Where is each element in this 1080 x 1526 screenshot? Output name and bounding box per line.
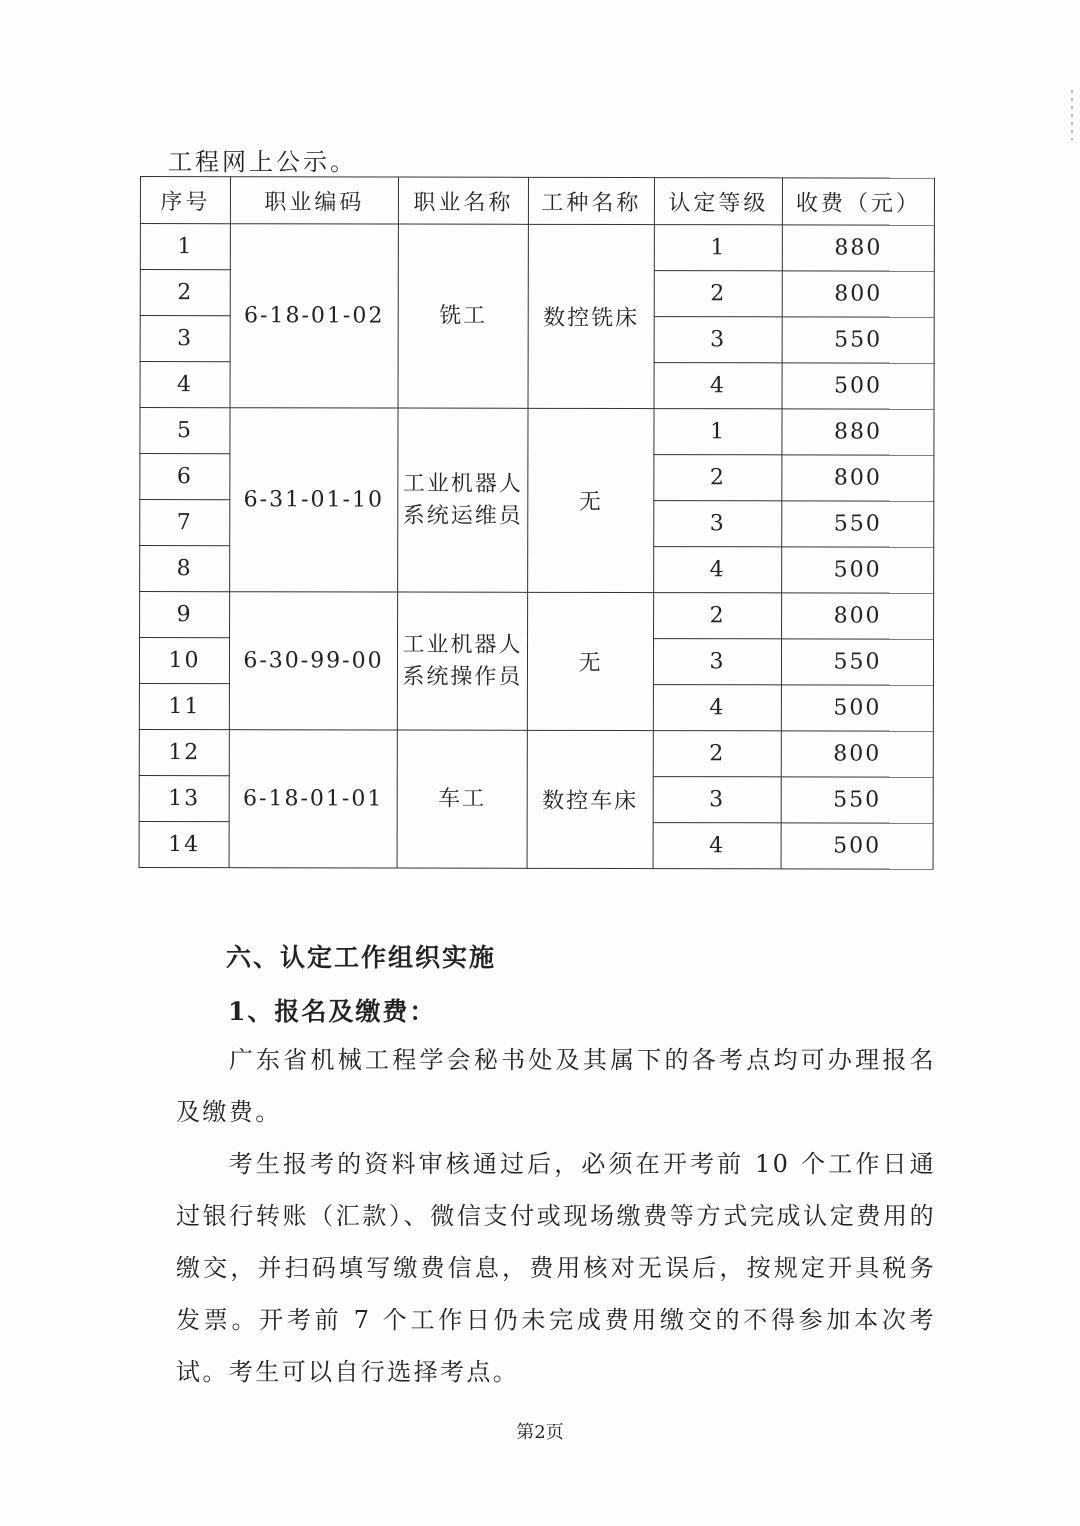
cell-fee: 800 bbox=[781, 731, 933, 777]
cell-level: 4 bbox=[654, 363, 782, 409]
cell-fee: 550 bbox=[782, 501, 934, 547]
page-number: 第2页 bbox=[516, 1422, 564, 1443]
table-row bbox=[139, 729, 933, 777]
paragraph-payment bbox=[176, 1138, 936, 1398]
cell-code: 6-18-01-01 bbox=[229, 730, 397, 868]
cell-work-type: 无 bbox=[527, 592, 653, 730]
header-cell-code: 职业编码 bbox=[230, 177, 398, 224]
cell-no: 9 bbox=[140, 592, 230, 638]
cell-no: 8 bbox=[140, 546, 230, 592]
table-row bbox=[140, 592, 934, 640]
cell-work-type: 无 bbox=[528, 408, 654, 592]
cell-no: 6 bbox=[140, 454, 230, 500]
cell-no: 4 bbox=[140, 362, 230, 408]
cell-fee: 550 bbox=[781, 777, 933, 823]
cell-no: 3 bbox=[140, 316, 230, 362]
cell-no: 2 bbox=[140, 270, 230, 316]
cell-no: 10 bbox=[139, 638, 229, 684]
cell-level: 4 bbox=[653, 823, 781, 869]
fee-table-header bbox=[140, 177, 934, 226]
cell-no: 13 bbox=[139, 775, 229, 821]
table-row bbox=[140, 224, 934, 272]
cell-fee: 500 bbox=[782, 547, 934, 593]
section-heading: 六、认定工作组织实施 bbox=[226, 943, 497, 972]
cell-fee: 880 bbox=[782, 409, 934, 455]
cell-no: 1 bbox=[140, 224, 230, 270]
paragraph-text: 广东省机械工程学会秘书处及其属下的各考点均可办理报名及缴费。 bbox=[176, 1046, 936, 1126]
cell-no: 11 bbox=[139, 683, 229, 729]
cell-level: 2 bbox=[653, 731, 781, 777]
cell-level: 3 bbox=[654, 317, 782, 363]
cell-level: 2 bbox=[654, 593, 782, 639]
scan-edge-mark bbox=[1071, 90, 1073, 140]
cell-fee: 550 bbox=[781, 639, 933, 685]
header-cell-occupation: 职业名称 bbox=[398, 177, 528, 224]
cell-no: 14 bbox=[139, 821, 229, 867]
cell-occupation: 铣工 bbox=[398, 224, 528, 408]
header-cell-fee: 收费（元） bbox=[782, 178, 934, 225]
paragraph-registration bbox=[176, 1034, 936, 1138]
cell-code: 6-30-99-00 bbox=[229, 592, 397, 730]
cell-level: 3 bbox=[653, 777, 781, 823]
cell-level: 1 bbox=[654, 225, 782, 271]
cell-code: 6-31-01-10 bbox=[230, 408, 398, 592]
cell-fee: 800 bbox=[782, 593, 934, 639]
cell-fee: 500 bbox=[781, 823, 933, 869]
cell-level: 4 bbox=[654, 547, 782, 593]
cell-level: 2 bbox=[654, 455, 782, 501]
cell-occupation: 工业机器人系统运维员 bbox=[398, 408, 528, 592]
cell-occupation: 工业机器人系统操作员 bbox=[397, 592, 527, 730]
header-cell-level: 认定等级 bbox=[654, 178, 782, 225]
header-cell-no: 序号 bbox=[140, 177, 230, 224]
cell-code: 6-18-01-02 bbox=[230, 224, 398, 408]
cell-level: 3 bbox=[654, 501, 782, 547]
cell-fee: 500 bbox=[782, 363, 934, 409]
cell-fee: 500 bbox=[781, 685, 933, 731]
fee-table bbox=[139, 176, 935, 870]
table-row bbox=[140, 408, 934, 456]
cell-work-type: 数控铣床 bbox=[528, 224, 654, 408]
header-cell-work-type: 工种名称 bbox=[528, 177, 654, 224]
cell-level: 2 bbox=[654, 271, 782, 317]
cell-no: 7 bbox=[140, 500, 230, 546]
cell-fee: 800 bbox=[782, 455, 934, 501]
cell-level: 4 bbox=[653, 685, 781, 731]
cell-level: 1 bbox=[654, 409, 782, 455]
cell-no: 12 bbox=[139, 729, 229, 775]
fee-table-body bbox=[139, 224, 934, 870]
paragraph-text: 考生报考的资料审核通过后，必须在开考前 10 个工作日通过银行转账（汇款）、微信支付或现场缴费等方式完成认定费用的缴交，并扫码填写缴费信息，费用核对无误后，按规定开具税务发票。开考前 7 个工作日仍未完成费用缴交的不得参加本次考试。考生可以自行选择考点。 bbox=[176, 1150, 936, 1386]
section-subheading: 1、报名及缴费： bbox=[228, 997, 437, 1026]
cell-no: 5 bbox=[140, 408, 230, 454]
cell-fee: 550 bbox=[782, 317, 934, 363]
cell-level: 3 bbox=[653, 639, 781, 685]
header-row bbox=[140, 177, 934, 226]
cell-work-type: 数控车床 bbox=[527, 730, 653, 868]
cell-fee: 800 bbox=[782, 271, 934, 317]
lead-text: 工程网上公示。 bbox=[168, 148, 357, 176]
cell-occupation: 车工 bbox=[397, 730, 527, 868]
cell-fee: 880 bbox=[782, 225, 934, 271]
